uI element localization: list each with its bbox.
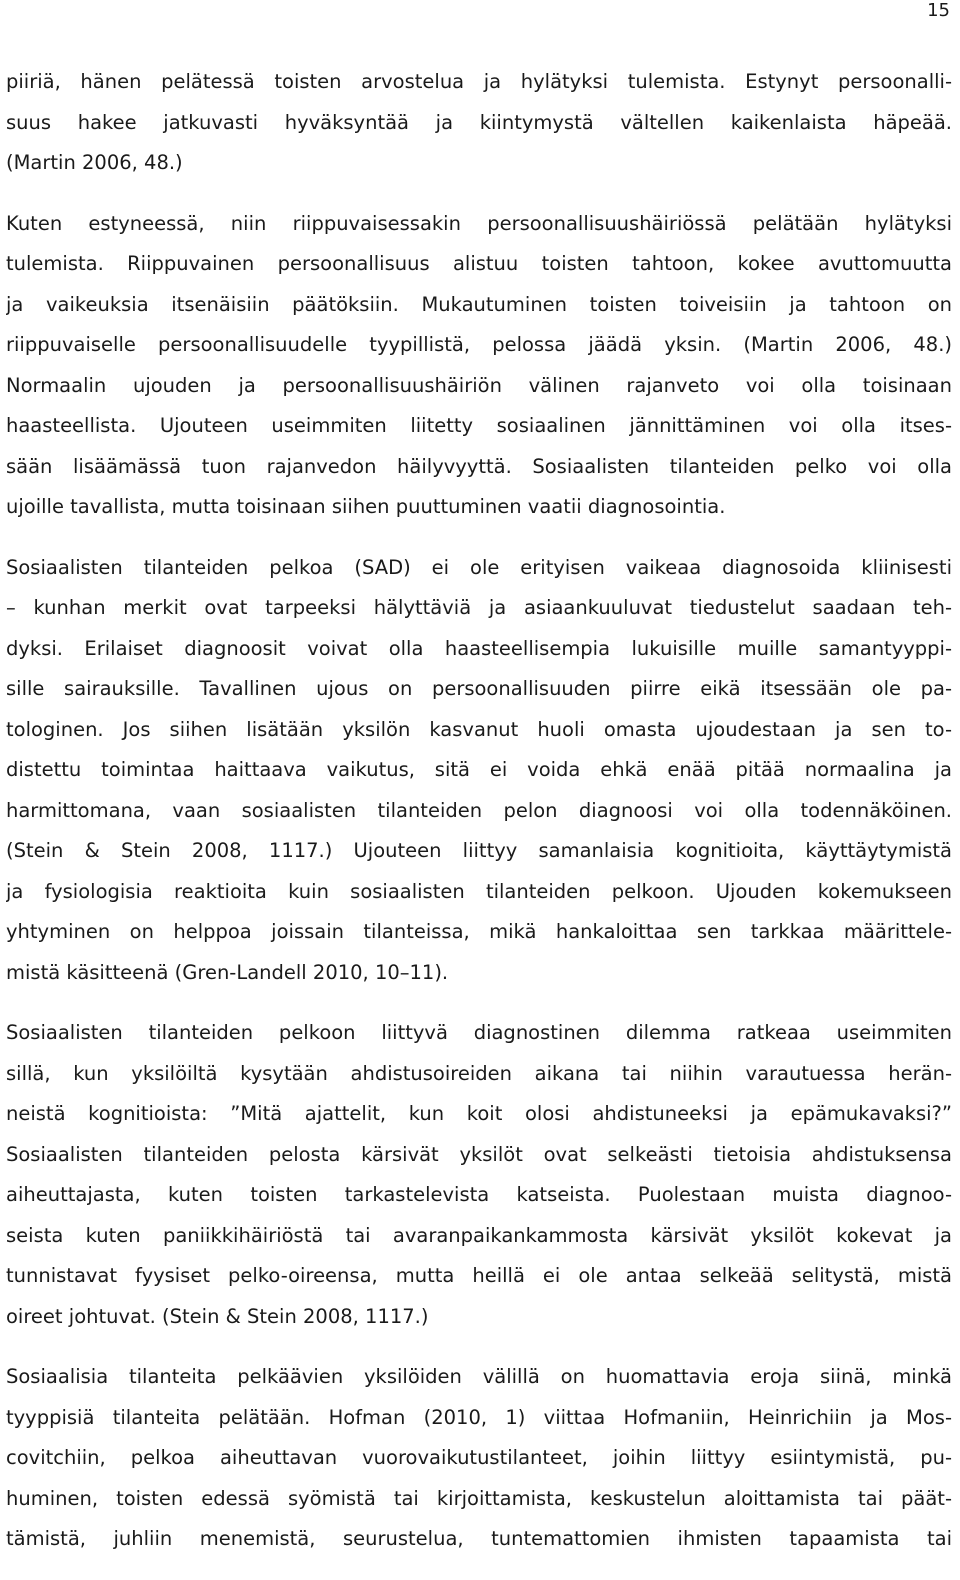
text-line: neistä kognitioista: ”Mitä ajattelit, kun koit olosi ahdistuneeksi ja epämukavaksi?”	[6, 1102, 952, 1125]
text-line: dyksi. Erilaiset diagnoosit voivat olla haasteellisempia lukuisille muille samantyyppi-	[6, 636, 952, 660]
text-line: tyyppisiä tilanteita pelätään. Hofman (2010, 1) viittaa Hofmaniin, Heinrichiin ja Mos-	[6, 1405, 952, 1429]
text-line: harmittomana, vaan sosiaalisten tilanteiden pelon diagnoosi voi olla todennäköinen.	[6, 798, 952, 822]
text-line: aiheuttajasta, kuten toisten tarkastelevista katseista. Puolestaan muista diagnoo-	[6, 1183, 952, 1206]
document-body	[6, 62, 952, 1560]
text-line: tunnistavat fyysiset pelko-oireensa, mutta heillä ei ole antaa selkeää selitystä, mistä	[6, 1264, 952, 1287]
text-line: suus hakee jatkuvasti hyväksyntää ja kiintymystä vältellen kaikenlaista häpeää.	[6, 110, 952, 134]
text-line: tulemista. Riippuvainen persoonallisuus alistuu toisten tahtoon, kokee avuttomuutta	[6, 252, 952, 275]
text-line: distettu toimintaa haittaava vaikutus, sitä ei voida ehkä enää pitää normaalina ja	[6, 758, 952, 781]
paragraph	[6, 1013, 952, 1337]
page-number: 15	[927, 0, 950, 21]
text-line: tämistä, juhliin menemistä, seurustelua, tuntemattomien ihmisten tapaamista tai	[6, 1527, 952, 1550]
paragraph	[6, 204, 952, 528]
text-line: (Martin 2006, 48.)	[6, 151, 183, 174]
text-line: sään lisäämässä tuon rajanvedon häilyvyyttä. Sosiaalisten tilanteiden pelko voi olla	[6, 454, 952, 478]
text-line: – kunhan merkit ovat tarpeeksi hälyttäviä ja asiaankuuluvat tiedustelut saadaan teh-	[6, 596, 952, 619]
text-line: Kuten estyneessä, niin riippuvaisessakin persoonallisuushäiriössä pelätään hylätyksi	[6, 211, 952, 235]
text-line: Normaalin ujouden ja persoonallisuushäiriön välinen rajanveto voi olla toisinaan	[6, 373, 952, 397]
text-line: (Stein & Stein 2008, 1117.) Ujouteen liittyy samanlaisia kognitioita, käyttäytymistä	[6, 839, 952, 862]
text-line: yhtyminen on helppoa joissain tilanteissa, mikä hankaloittaa sen tarkkaa määrittele-	[6, 920, 952, 943]
paragraph	[6, 548, 952, 994]
text-line: piiriä, hänen pelätessä toisten arvostelua ja hylätyksi tulemista. Estynyt persoonalli-	[6, 70, 952, 93]
text-line: sille sairauksille. Tavallinen ujous on persoonallisuuden piirre eikä itsessään ole pa-	[6, 677, 952, 700]
text-line: Sosiaalisia tilanteita pelkäävien yksilöiden välillä on huomattavia eroja siinä, minkä	[6, 1365, 952, 1388]
text-line: ja fysiologisia reaktioita kuin sosiaalisten tilanteiden pelkoon. Ujouden kokemukseen	[6, 879, 952, 903]
text-line: huminen, toisten edessä syömistä tai kirjoittamista, keskustelun aloittamista tai päät-	[6, 1486, 952, 1510]
text-line: Sosiaalisten tilanteiden pelosta kärsivät yksilöt ovat selkeästi tietoisia ahdistuksensa	[6, 1142, 952, 1166]
text-line: mistä käsitteenä (Gren-Landell 2010, 10–11).	[6, 960, 449, 984]
paragraph	[6, 62, 952, 184]
text-line: seista kuten paniikkihäiriöstä tai avaranpaikankammosta kärsivät yksilöt kokevat ja	[6, 1223, 952, 1247]
text-line: Sosiaalisten tilanteiden pelkoa (SAD) ei ole erityisen vaikeaa diagnosoida kliinisesti	[6, 555, 952, 579]
text-line: ja vaikeuksia itsenäisiin päätöksiin. Mukautuminen toisten toiveisiin ja tahtoon on	[6, 292, 952, 316]
text-line: tologinen. Jos siihen lisätään yksilön kasvanut huoli omasta ujoudestaan ja sen to-	[6, 717, 952, 741]
text-line: sillä, kun yksilöiltä kysytään ahdistusoireiden aikana tai niihin varautuessa herän-	[6, 1061, 952, 1085]
text-line: haasteellista. Ujouteen useimmiten liitetty sosiaalinen jännittäminen voi olla itses-	[6, 414, 952, 437]
text-line: covitchiin, pelkoa aiheuttavan vuorovaikutustilanteet, joihin liittyy esiintymistä, pu-	[6, 1446, 952, 1469]
paragraph	[6, 1357, 952, 1560]
text-line: Sosiaalisten tilanteiden pelkoon liittyvä diagnostinen dilemma ratkeaa useimmiten	[6, 1021, 952, 1044]
text-line: oireet johtuvat. (Stein & Stein 2008, 1117.)	[6, 1304, 429, 1328]
text-line: riippuvaiselle persoonallisuudelle tyypillistä, pelossa jäädä yksin. (Martin 2006, 48.)	[6, 333, 952, 356]
text-line: ujoille tavallista, mutta toisinaan siihen puuttuminen vaatii diagnosointia.	[6, 495, 726, 518]
